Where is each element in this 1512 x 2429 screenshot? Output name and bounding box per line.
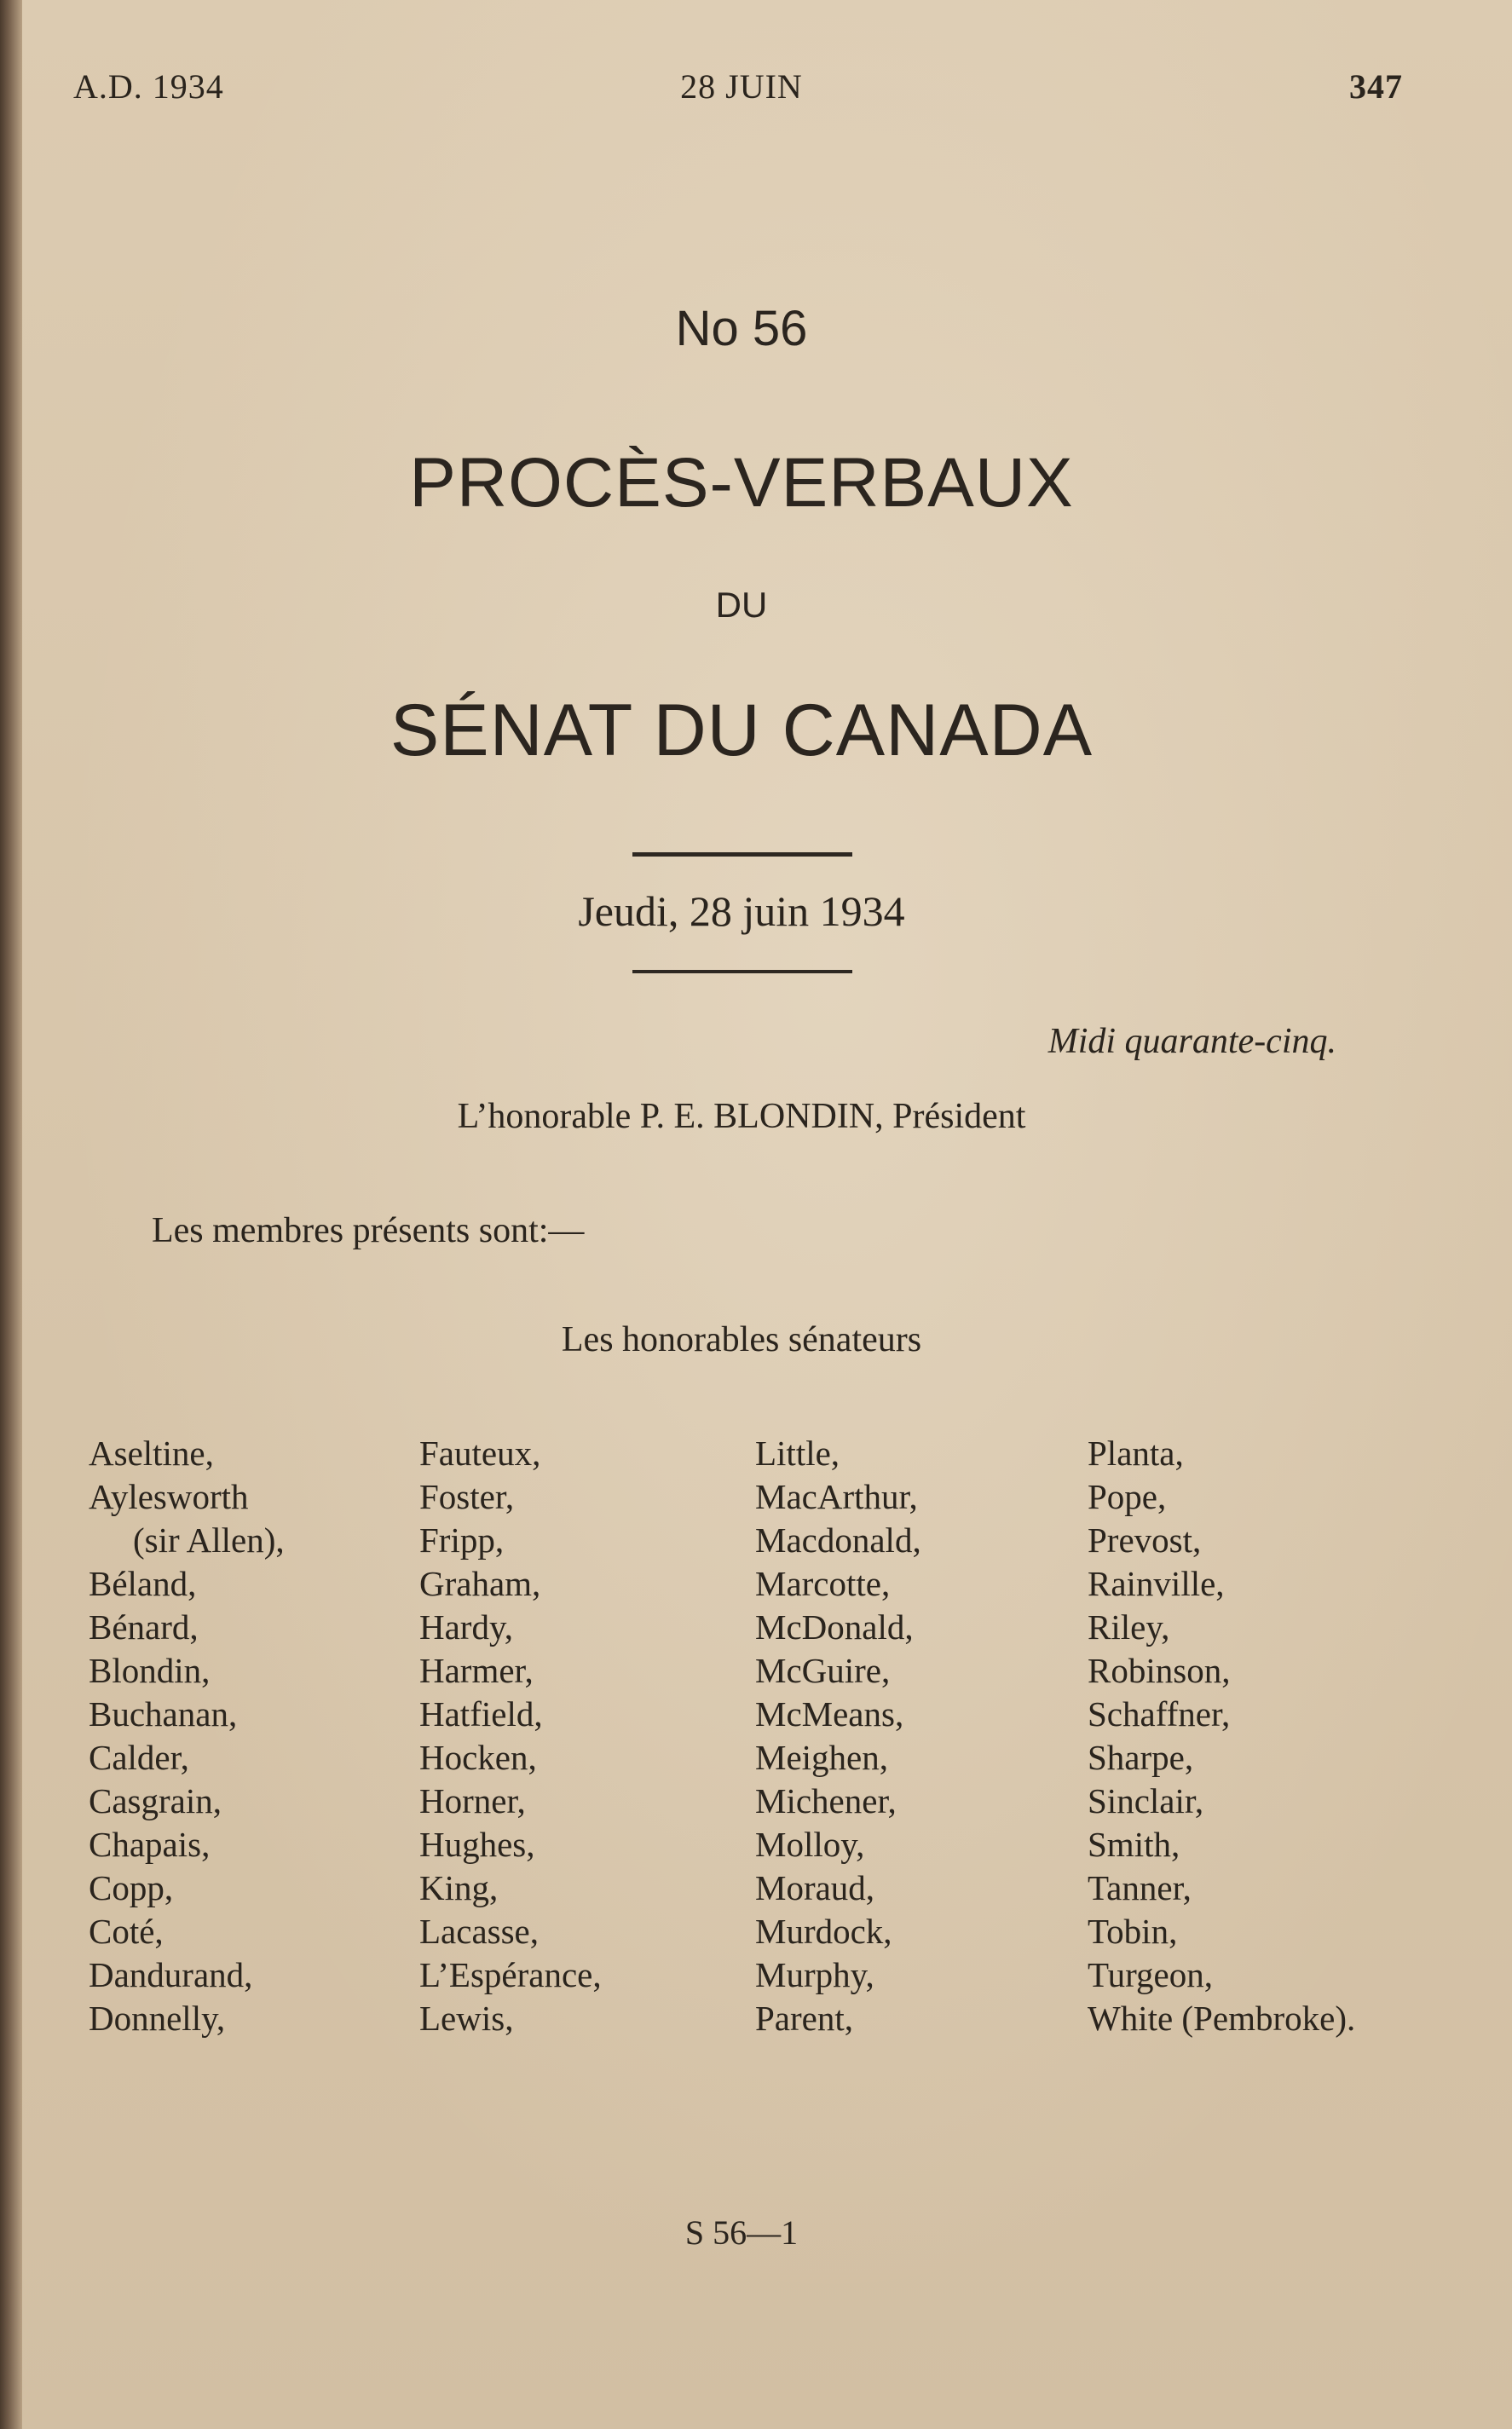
senator-name: Meighen, <box>755 1738 888 1777</box>
senator-name: Bénard, <box>89 1607 199 1647</box>
senator-name: MacArthur, <box>755 1477 918 1516</box>
senators-heading: Les honorables sénateurs <box>561 1320 922 1359</box>
senator-name: McMeans, <box>755 1694 904 1734</box>
senator-name: Sharpe, <box>1088 1738 1194 1777</box>
senator-name: Molloy, <box>755 1825 865 1864</box>
senator-name: Aylesworth <box>89 1477 249 1516</box>
sitting-time: Midi quarante-cinq. <box>1047 1022 1336 1061</box>
senator-name: Marcotte, <box>755 1564 891 1603</box>
sitting-date: Jeudi, 28 juin 1934 <box>578 887 905 935</box>
senator-column-2 <box>419 1432 602 2040</box>
senator-name: Calder, <box>89 1738 189 1777</box>
senator-name: Hughes, <box>419 1825 535 1864</box>
senator-name-continuation: (sir Allen), <box>133 1520 285 1560</box>
senator-name: Little, <box>755 1434 840 1473</box>
senator-name: King, <box>419 1868 499 1907</box>
senator-name: Coté, <box>89 1912 164 1951</box>
header-date: 28 JUIN <box>680 67 803 106</box>
senator-name: Lacasse, <box>419 1912 539 1951</box>
senator-name: Donnelly, <box>89 1999 226 2038</box>
senator-name: McDonald, <box>755 1607 914 1647</box>
senator-name: Smith, <box>1088 1825 1180 1864</box>
senator-name: Macdonald, <box>755 1520 921 1560</box>
title-connector: DU <box>715 585 768 625</box>
senator-name: McGuire, <box>755 1651 891 1690</box>
senator-name: Horner, <box>419 1781 526 1820</box>
senator-name: Tanner, <box>1088 1868 1192 1907</box>
president-line: L’honorable P. E. BLONDIN, Président <box>457 1097 1026 1136</box>
senator-name: Tobin, <box>1088 1912 1178 1951</box>
header-year: A.D. 1934 <box>73 67 224 106</box>
senator-name: L’Espérance, <box>419 1955 602 1994</box>
senator-name: Hatfield, <box>419 1694 543 1734</box>
senator-name: Parent, <box>755 1999 853 2038</box>
senator-name: Harmer, <box>419 1651 534 1690</box>
page-number: 347 <box>1349 67 1403 106</box>
senator-column-3 <box>755 1432 921 2040</box>
senator-name: Riley, <box>1088 1607 1170 1647</box>
senator-column-1 <box>89 1432 285 2040</box>
senator-name: Sinclair, <box>1088 1781 1204 1820</box>
senator-name: Prevost, <box>1088 1520 1202 1560</box>
senator-name: Dandurand, <box>89 1955 253 1994</box>
book-binding-edge <box>0 0 22 2429</box>
senator-name: Lewis, <box>419 1999 514 2038</box>
members-intro: Les membres présents sont:— <box>152 1211 585 1250</box>
senator-name: Rainville, <box>1088 1564 1225 1603</box>
senator-name: Casgrain, <box>89 1781 222 1820</box>
senator-name: Copp, <box>89 1868 174 1907</box>
senator-name: Blondin, <box>89 1651 211 1690</box>
top-divider <box>632 852 852 857</box>
senator-name: Fripp, <box>419 1520 505 1560</box>
senator-name: Buchanan, <box>89 1694 238 1734</box>
senator-name: White (Pembroke). <box>1088 1999 1356 2038</box>
senator-name: Moraud, <box>755 1868 875 1907</box>
senator-name: Aseltine, <box>89 1434 214 1473</box>
senator-name: Schaffner, <box>1088 1694 1231 1734</box>
senator-column-4 <box>1088 1432 1355 2040</box>
senator-name: Robinson, <box>1088 1651 1231 1690</box>
senator-name: Chapais, <box>89 1825 211 1864</box>
senator-name: Planta, <box>1088 1434 1184 1473</box>
senator-name: Hardy, <box>419 1607 514 1647</box>
senator-name: Michener, <box>755 1781 897 1820</box>
senator-name: Foster, <box>419 1477 515 1516</box>
institution-title: SÉNAT DU CANADA <box>390 689 1094 771</box>
senator-name: Turgeon, <box>1088 1955 1213 1994</box>
senator-name: Pope, <box>1088 1477 1167 1516</box>
bottom-divider <box>632 970 852 973</box>
senator-name: Béland, <box>89 1564 197 1603</box>
page-title: PROCÈS-VERBAUX <box>409 444 1074 522</box>
senator-name: Murphy, <box>755 1955 874 1994</box>
issue-number: No 56 <box>675 301 808 356</box>
senator-name: Fauteux, <box>419 1434 541 1473</box>
senator-name: Graham, <box>419 1564 541 1603</box>
senator-name: Hocken, <box>419 1738 537 1777</box>
senator-name: Murdock, <box>755 1912 892 1951</box>
footer-signature-code: S 56—1 <box>684 2213 799 2252</box>
